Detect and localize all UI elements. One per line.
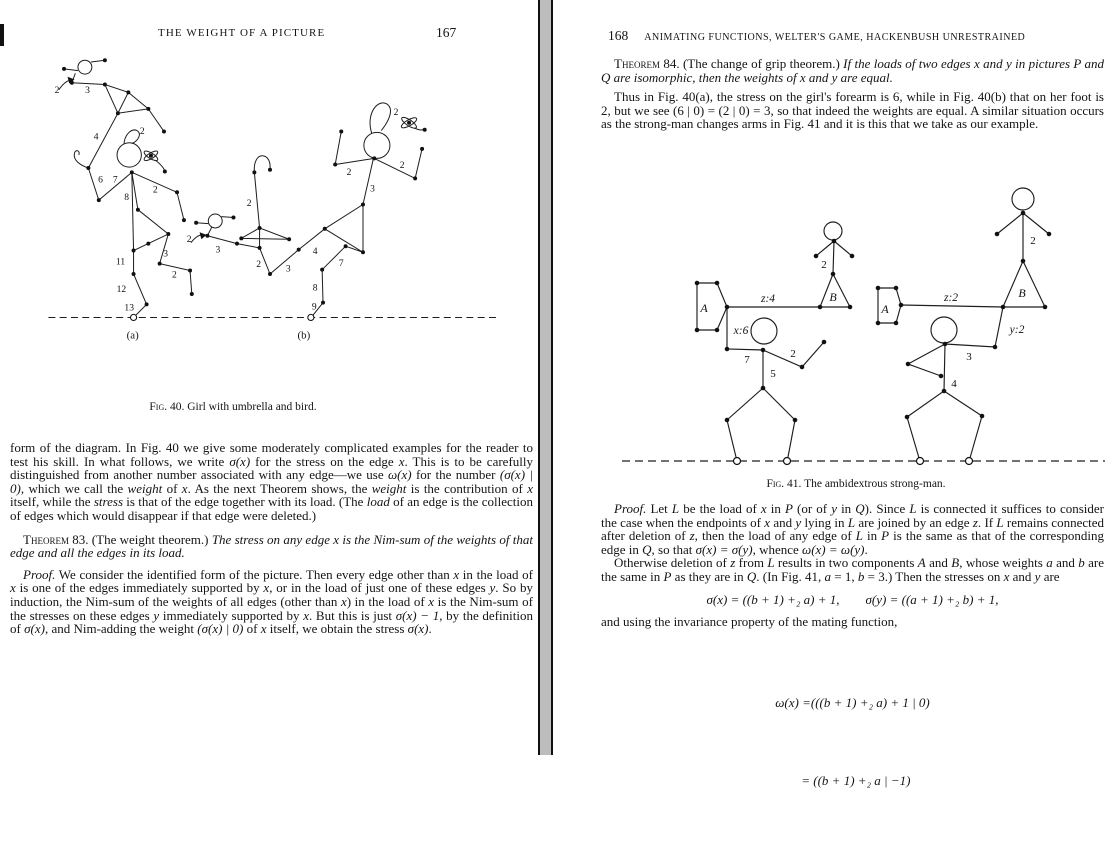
fig-edge-label: A xyxy=(700,301,708,315)
fig-edge-label: 6 xyxy=(98,174,103,186)
text-run: ω(x) xyxy=(388,467,412,483)
fig-edge-label: 7 xyxy=(744,354,750,366)
fig-edge-label: 3 xyxy=(285,263,291,275)
text-run: x xyxy=(263,580,270,596)
text-run: x xyxy=(10,580,16,596)
figure-41-ambidextrous-strong-man xyxy=(600,185,1112,475)
text-run: load xyxy=(366,494,390,510)
text-run: . xyxy=(428,621,432,637)
text-run: and xyxy=(925,555,952,571)
text-run: y xyxy=(831,501,837,516)
scan-edge-mark xyxy=(0,24,4,46)
text-run: b xyxy=(857,568,865,584)
fig-edge-label: 7 xyxy=(338,258,344,270)
text-run: itself, we obtain the stress xyxy=(266,621,408,637)
text-run: If the loads of two edges x and y in pictures P and Q are isomorphic, then the weights of x and y are equal. xyxy=(601,56,1104,85)
figure-40-girl-with-umbrella-and-bird xyxy=(0,55,540,420)
fig-edge-label: 2 xyxy=(399,159,405,171)
fig-edge-label: 11 xyxy=(115,256,126,268)
right-body-bottom xyxy=(601,502,1104,846)
text-run: Thus in Fig. 40(a), the stress on the girl's forearm is 6, while in Fig. 40(b) that on her foot is 2, but we see (6 | 0) = (2 | 0) = 3, so that indeed the weights are equal. A similar situation occurs as the strong-man changes arms in Fig. 41 and it is this that we take as our example. xyxy=(601,89,1104,132)
text-run: x xyxy=(260,621,267,637)
fig-edge-label: 2 xyxy=(139,126,145,138)
text-run: B xyxy=(951,555,960,571)
text-run: . As the next Theorem shows, the xyxy=(187,480,372,496)
text-run: . xyxy=(864,541,868,557)
fig-edge-label: 2 xyxy=(246,198,252,210)
text-run: 83. (The weight theorem.) xyxy=(68,531,212,547)
fig-edge-label: A xyxy=(881,302,889,316)
fig40-bird-b xyxy=(191,214,237,244)
text-run: L xyxy=(909,501,917,516)
text-run: form of the diagram. In Fig. 40 we give some moderately complicated examples for the reader to test his skill. In what follows, we write xyxy=(10,440,533,469)
fig-edge-label: 2 xyxy=(790,348,796,360)
text-run: , whence xyxy=(752,541,803,557)
text-run: . So by induction, the Nim-sum of the weights of all edges (other than xyxy=(10,580,533,609)
fig-edge-label: z:2 xyxy=(943,292,959,304)
text-run: ). Since xyxy=(864,501,910,516)
text-run: in xyxy=(766,501,785,516)
text-run: x xyxy=(303,607,309,623)
paragraph-proof-84 xyxy=(601,502,1104,556)
fig40-node-dots xyxy=(64,60,425,304)
left-body-text xyxy=(10,441,533,636)
fig-edge-label: 2 xyxy=(1030,235,1036,247)
fig-edge-label: 2 xyxy=(152,184,158,196)
text-run: . (In Fig. 41, xyxy=(756,568,825,584)
text-run: lying in xyxy=(801,514,848,530)
text-run: and xyxy=(1052,555,1079,571)
text-run: . But this is just xyxy=(308,607,396,623)
text-run: of an edge is the collection of edges which would disappear if that edge were deleted.) xyxy=(10,494,533,523)
fig-edge-label: 8 xyxy=(312,282,318,294)
text-run: x xyxy=(181,480,188,496)
text-run: A xyxy=(917,555,926,571)
text-run: immediately supported by xyxy=(159,607,304,623)
fig-edge-label: 2 xyxy=(393,106,399,118)
fig40-girl-b xyxy=(237,103,424,316)
fig-edge-label: y:2 xyxy=(1009,324,1025,336)
text-run: . If xyxy=(977,514,997,530)
text-run: (σ(x) | 0) xyxy=(10,467,533,496)
fig-edge-label: 2 xyxy=(54,85,60,97)
text-run: are joined by an edge xyxy=(855,514,973,530)
right-running-head-row xyxy=(608,27,1025,45)
text-run: a xyxy=(1046,555,1053,571)
text-run: σ(x) xyxy=(24,621,45,637)
text-run: y xyxy=(1034,568,1041,584)
text-run: results in two components xyxy=(774,555,918,571)
fig40-caption xyxy=(0,401,466,413)
text-run: ω(x) = ω(y) xyxy=(802,541,865,557)
text-run: is connected it suffices to consider the case when the endpoints of xyxy=(601,501,1104,530)
text-run: x xyxy=(527,480,533,496)
text-run: P xyxy=(663,568,672,584)
text-run: , then the load of any edge of xyxy=(694,528,856,544)
text-run: z xyxy=(689,528,695,544)
text-run: x xyxy=(398,453,405,469)
text-run: are the same in xyxy=(601,555,1104,584)
text-run: be the load of xyxy=(679,501,761,516)
text-run: Fig xyxy=(766,478,782,490)
text-run: as they are in xyxy=(671,568,747,584)
text-run: = 1, xyxy=(831,568,858,584)
fig-edge-label: 2 xyxy=(821,259,827,271)
fig-edge-label: B xyxy=(1018,286,1026,300)
text-run: of xyxy=(243,621,261,637)
paragraph-invariance: and using the invariance property of the mating function, xyxy=(601,614,898,630)
fig-edge-label: z:4 xyxy=(760,293,776,305)
fig-edge-label: 3 xyxy=(85,85,90,97)
paragraph-otherwise xyxy=(601,556,1104,583)
equation-omega-2: = ((b + 1) +₂ a | −1) xyxy=(775,772,911,788)
text-run: a xyxy=(824,568,832,584)
text-run: Q xyxy=(746,568,757,584)
text-run: is that of the edge together with its load. (The xyxy=(123,494,367,510)
equation-omega-block xyxy=(601,638,1104,846)
text-run: σ(x) = σ(y) xyxy=(695,541,753,557)
text-run: and xyxy=(770,514,796,530)
fig-edge-label: 2 xyxy=(256,259,262,271)
fig-edge-label: 9 xyxy=(311,301,317,313)
text-run: x xyxy=(764,514,771,530)
text-run: , whose weights xyxy=(959,555,1047,571)
text-run: b xyxy=(1078,555,1085,571)
text-run: is the same as that of the corresponding edge in xyxy=(601,528,1104,557)
fig-edge-label: 2 xyxy=(172,269,177,281)
text-run: is one of the edges immediately supported by xyxy=(15,580,264,596)
fig-edge-label: B xyxy=(829,290,837,304)
text-run: The stress on any edge x is the Nim-sum of the weights of that edge and all the edges in its load. xyxy=(10,531,533,561)
text-run: z xyxy=(730,555,736,571)
paragraph-theorem-83 xyxy=(10,533,533,560)
fig40-ground-node-a xyxy=(131,314,137,320)
text-run: remains connected after deletion of xyxy=(601,514,1104,544)
left-page-number: 167 xyxy=(436,25,457,40)
text-run: , or in the load of just one of these edges xyxy=(269,580,490,596)
text-run: , which we call the xyxy=(20,480,128,496)
paragraph-sigma-weight xyxy=(10,441,533,523)
text-run: L xyxy=(767,555,775,571)
text-run: We consider the identified form of the picture. Then every edge other than xyxy=(55,566,454,582)
fig41-strongman-right xyxy=(878,188,1049,458)
text-run: x xyxy=(428,593,435,609)
fig-edge-label: 2 xyxy=(186,233,192,245)
text-run: P xyxy=(881,528,890,544)
fig-edge-label: 3 xyxy=(163,248,169,260)
fig-edge-label: 3 xyxy=(370,183,375,195)
text-run: ) in the load of xyxy=(346,593,429,609)
equation-omega-1: ω(x) =(((b + 1) +₂ a) + 1 | 0) xyxy=(775,694,930,710)
text-run: y xyxy=(153,607,160,623)
text-run: are xyxy=(1040,568,1060,584)
text-run: from xyxy=(735,555,768,571)
fig40-arrowheads xyxy=(68,77,207,240)
fig-edge-label: 8 xyxy=(124,192,129,204)
fig41-ground-node-3 xyxy=(917,458,924,465)
text-run: is the Nim-sum of the stresses on these edges xyxy=(10,593,533,623)
text-run: 84. (The change of grip theorem.) xyxy=(659,56,844,71)
text-run: (or of xyxy=(792,501,832,516)
page-gutter xyxy=(538,0,553,755)
text-run: . 41. The ambidextrous strong-man. xyxy=(781,478,946,490)
fig41-ground-node-4 xyxy=(966,458,973,465)
text-run: itself, while the xyxy=(10,494,94,510)
fig-edge-label: 7 xyxy=(112,174,118,186)
text-run: y xyxy=(795,514,802,530)
text-run: stress xyxy=(93,494,124,510)
fig-edge-label: 13 xyxy=(124,302,134,314)
right-page-number: 168 xyxy=(608,28,629,43)
fig-edge-label: 4 xyxy=(951,378,957,390)
text-run: Proof. xyxy=(23,566,56,582)
fig-edge-label: 12 xyxy=(116,284,127,296)
text-run: = 3.) Then the stresses on xyxy=(864,568,1004,584)
text-run: L xyxy=(855,528,863,544)
text-run: . This is to be carefully distinguished from another number associated with any edge—we use xyxy=(10,453,533,483)
text-run: weight xyxy=(127,480,163,496)
text-run: Theorem xyxy=(23,531,69,547)
text-run: Q xyxy=(642,541,652,557)
text-run: L xyxy=(671,501,680,516)
right-body-top xyxy=(601,57,1104,131)
text-run: Q xyxy=(855,501,865,516)
fig-edge-label: 2 xyxy=(346,166,352,178)
text-run: Fig xyxy=(149,401,165,413)
text-run: L xyxy=(847,514,856,530)
equation-stresses: σ(x) = ((b + 1) +₂ a) + 1, σ(y) = ((a + 1) +₂ b) + 1, xyxy=(706,591,999,607)
fig-edge-label: x:6 xyxy=(733,325,749,337)
text-run: x xyxy=(340,593,347,609)
text-run: Let xyxy=(646,501,672,516)
fig-edge-label: 3 xyxy=(966,351,972,363)
text-run: x xyxy=(760,501,767,516)
text-run: for the number xyxy=(411,467,500,483)
text-run: , so that xyxy=(651,541,696,557)
text-run: L xyxy=(996,514,1004,530)
paragraph-proof-83 xyxy=(10,568,533,636)
text-run: y xyxy=(489,580,496,596)
text-run: Proof. xyxy=(614,501,647,516)
text-run: σ(x) xyxy=(407,621,429,637)
fig-edge-label: (a) xyxy=(126,329,139,342)
fig41-strongman-left xyxy=(697,222,852,457)
text-run: in the load of xyxy=(459,566,533,582)
text-run: is the contribution of xyxy=(406,480,528,496)
text-run: in xyxy=(836,501,856,516)
text-run: z xyxy=(972,514,978,530)
text-run: of xyxy=(162,480,182,496)
fig-edge-label: 3 xyxy=(215,244,221,256)
fig-edge-label: 4 xyxy=(312,246,318,258)
fig41-ground-node-2 xyxy=(784,458,791,465)
text-run: and xyxy=(1009,568,1035,584)
text-run: x xyxy=(453,566,460,582)
text-run: P xyxy=(785,501,793,516)
fig-edge-label: 5 xyxy=(770,368,776,380)
text-run: x xyxy=(1003,568,1010,584)
text-run: , and Nim-adding the weight xyxy=(44,621,198,637)
text-run: in xyxy=(862,528,882,544)
fig-edge-label: 4 xyxy=(93,131,99,143)
fig40-ground-node-b xyxy=(308,314,314,320)
text-run: Otherwise deletion of xyxy=(614,555,731,571)
text-run: Theorem xyxy=(614,56,660,71)
text-run: , by the definition of xyxy=(10,607,533,637)
text-run: (σ(x) | 0) xyxy=(197,621,244,637)
text-run: for the stress on the edge xyxy=(250,453,399,469)
text-run: weight xyxy=(371,480,407,496)
right-running-head: ANIMATING FUNCTIONS, WELTER'S GAME, HACKENBUSH UNRESTRAINED xyxy=(644,32,1026,43)
paragraph-theorem-84 xyxy=(601,57,1104,84)
fig41-caption xyxy=(600,478,1112,490)
fig-edge-label: (b) xyxy=(297,329,311,342)
text-run: σ(x) − 1 xyxy=(395,607,440,623)
left-running-head: THE WEIGHT OF A PICTURE xyxy=(158,27,326,39)
text-run: σ(x) xyxy=(229,453,251,469)
paragraph-thus xyxy=(601,90,1104,131)
fig41-node-dots xyxy=(697,213,1049,420)
fig41-ground-node-1 xyxy=(734,458,741,465)
text-run: . 40. Girl with umbrella and bird. xyxy=(164,401,317,413)
